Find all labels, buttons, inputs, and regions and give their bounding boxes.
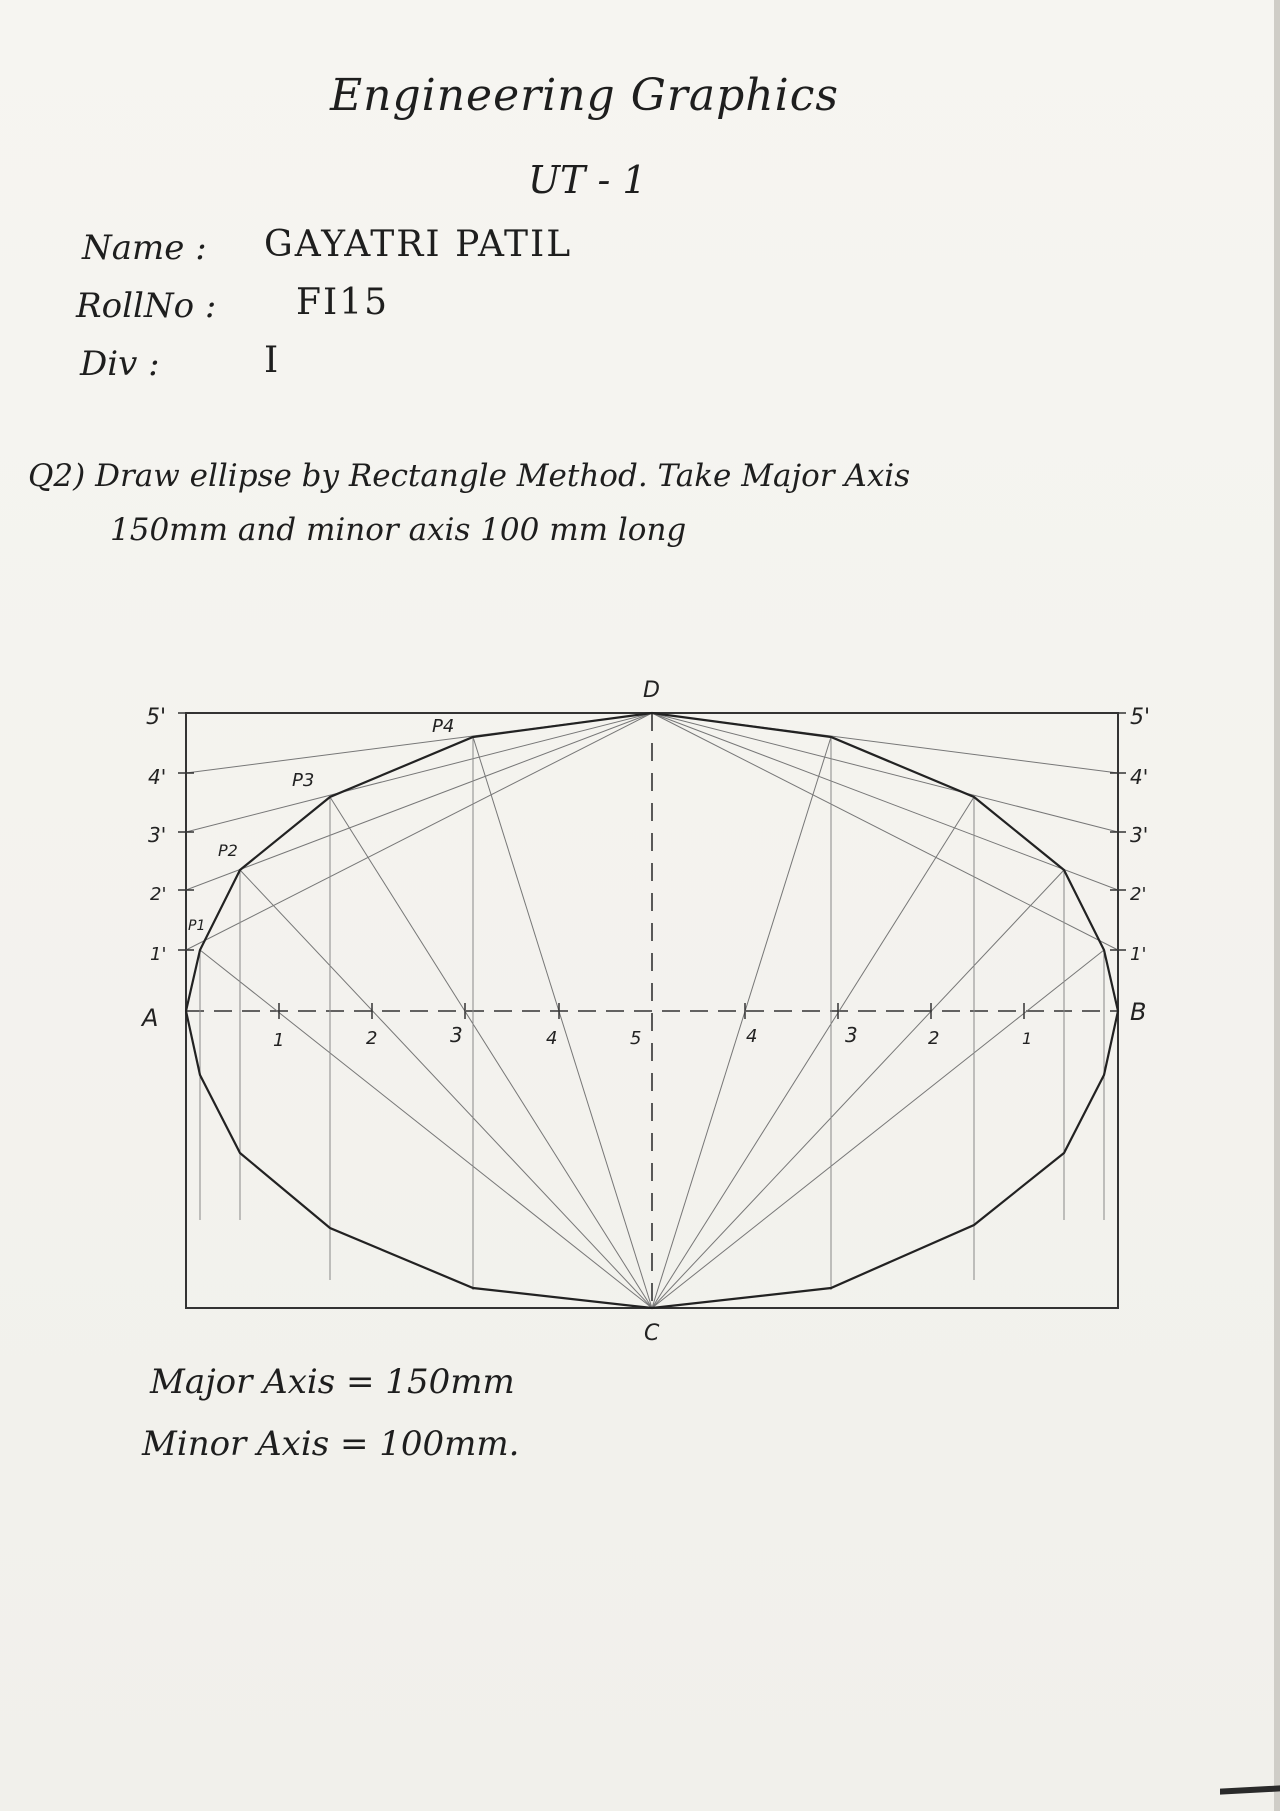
roll-label: RollNo :: [76, 286, 217, 326]
left-tick-1: 1': [150, 944, 167, 965]
axis-div-left-4: 4: [546, 1028, 558, 1049]
right-tick-1: 1': [1130, 944, 1147, 965]
right-tick-2: 2': [1130, 884, 1147, 905]
left-tick-5: 5': [146, 705, 167, 730]
label-d: D: [643, 678, 660, 703]
label-p1: P1: [188, 918, 206, 934]
label-p3: P3: [292, 770, 315, 791]
axis-div-left-3: 3: [450, 1023, 463, 1047]
question-line-1: Q2) Draw ellipse by Rectangle Method. Take Major Axis: [28, 458, 911, 494]
left-tick-3: 3': [148, 823, 167, 847]
label-p4: P4: [432, 716, 455, 737]
label-b: B: [1130, 998, 1147, 1026]
result-major-axis: Major Axis = 150mm: [150, 1362, 515, 1402]
page-subtitle: UT - 1: [528, 158, 647, 202]
roll-value: FI15: [296, 282, 390, 323]
label-c: C: [644, 1321, 660, 1346]
name-value: GAYATRI PATIL: [264, 224, 573, 265]
question-line-2: 150mm and minor axis 100 mm long: [110, 512, 687, 548]
left-tick-4: 4': [148, 765, 167, 789]
page-title: Engineering Graphics: [330, 70, 839, 121]
axis-div-right-1: 1: [1022, 1029, 1033, 1048]
div-label: Div :: [80, 344, 160, 384]
div-value: I: [264, 340, 281, 381]
name-label: Name :: [82, 228, 207, 268]
right-tick-4: 4': [1130, 765, 1149, 789]
axis-div-left-5: 5: [630, 1028, 642, 1049]
label-a: A: [142, 1004, 159, 1032]
left-tick-2: 2': [150, 884, 167, 905]
axis-div-right-3: 3: [845, 1023, 858, 1047]
axis-div-right-2: 2: [928, 1028, 940, 1049]
right-tick-3: 3': [1130, 823, 1149, 847]
axis-div-left-1: 1: [273, 1030, 285, 1051]
axis-div-left-2: 2: [366, 1028, 378, 1049]
result-minor-axis: Minor Axis = 100mm.: [142, 1424, 520, 1464]
label-p2: P2: [218, 841, 238, 860]
right-tick-5: 5': [1130, 705, 1151, 730]
axis-div-right-4: 4: [746, 1026, 758, 1047]
